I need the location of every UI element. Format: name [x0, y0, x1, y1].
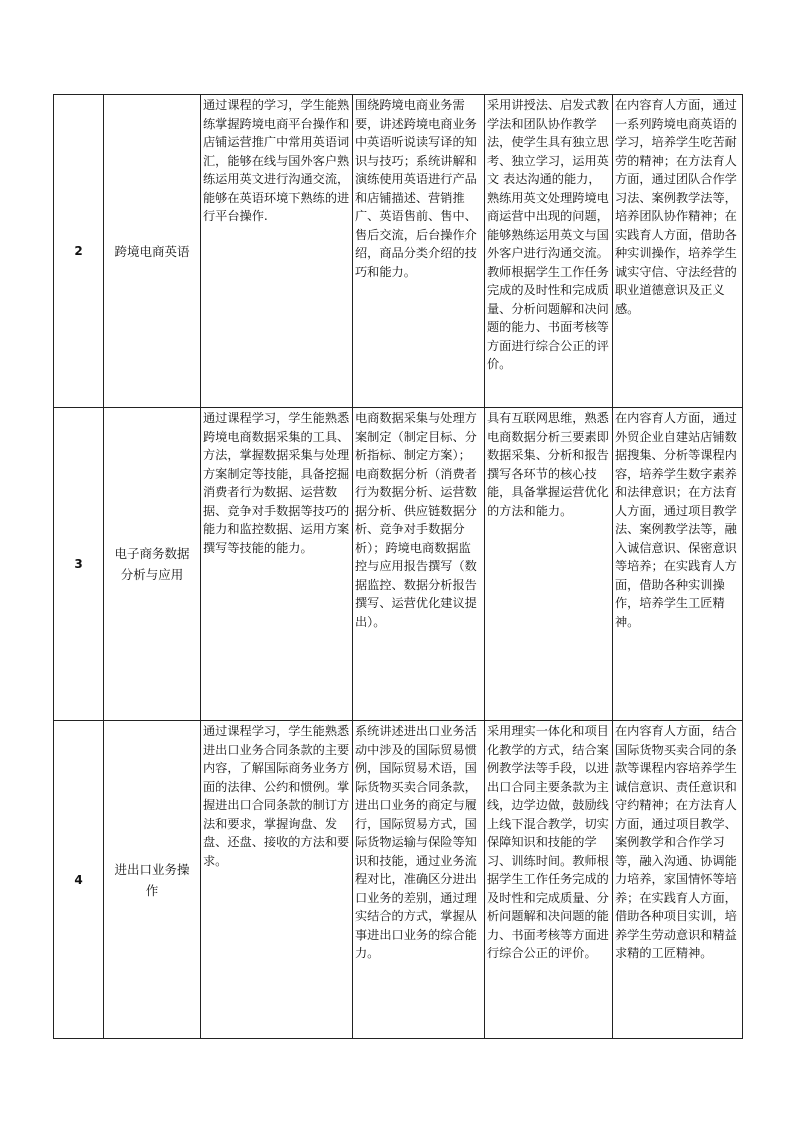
- course-name: 跨境电商英语: [104, 95, 201, 408]
- objective-cell: 通过课程学习，学生能熟悉进出口业务合同条款的主要内容，了解国际商务业务方面的法律、公约和惯例。掌握进出口合同条款的制订方法和要求，掌握询盘、发盘、还盘、接收的方法和要求。: [201, 721, 353, 1039]
- content-cell: 围绕跨境电商业务需要，讲述跨境电商业务中英语听说读写译的知识与技巧；系统讲解和演练使用英语进行产品和店铺描述、营销推广、英语售前、售中、售后交流，后台操作介绍，商品分类介绍的技巧和能力。: [353, 95, 485, 408]
- content-cell: 系统讲述进出口业务活动中涉及的国际贸易惯例，国际贸易术语，国际货物买卖合同条款，进出口业务的商定与履行，国际贸易方式，国际货物运输与保险等知识和技能，通过业务流程对比，准确区分进出口业务的差别，通过理实结合的方式，掌握从事进出口业务的综合能力。: [353, 721, 485, 1039]
- course-name: 电子商务数据分析与应用: [104, 408, 201, 721]
- table-row: [54, 721, 743, 1039]
- course-table: [53, 94, 743, 1039]
- table-row: [54, 95, 743, 408]
- teaching-cell: 采用讲授法、启发式教学法和团队协作教学法，使学生具有独立思考、独立学习，运用英文 表达沟通的能力，熟练用英文处理跨境电商运营中出现的问题，能够熟练运用英文与国外客户进行沟通交流。教师根据学生工作任务完成的及时性和完成质量、分析问题解和决问题的能力、书面考核等方面进行综合公正的评价。: [485, 95, 613, 408]
- teaching-cell: 采用理实一体化和项目化教学的方式，结合案例教学法等手段，以进出口合同主要条款为主线，边学边做，鼓励线上线下混合教学，切实保障知识和技能的学习、训练时间。教师根据学生工作任务完成的及时性和完成质量、分析问题解和决问题的能力、书面考核等方面进行综合公正的评价。: [485, 721, 613, 1039]
- course-name: 进出口业务操作: [104, 721, 201, 1039]
- table-row: [54, 408, 743, 721]
- row-number: 2: [54, 95, 104, 408]
- objective-cell: 通过课程的学习，学生能熟练掌握跨境电商平台操作和店铺运营推广中常用英语词汇，能够在线与国外客户熟练运用英文进行沟通交流，能够在英语环境下熟练的进行平台操作.: [201, 95, 353, 408]
- row-number: 4: [54, 721, 104, 1039]
- row-number: 3: [54, 408, 104, 721]
- objective-cell: 通过课程学习，学生能熟悉跨境电商数据采集的工具、方法，掌握数据采集与处理方案制定等技能，具备挖掘消费者行为数据、运营数据、竞争对手数据等技巧的能力和监控数据、运用方案撰写等技能的能力。: [201, 408, 353, 721]
- ideology-cell: 在内容育人方面，通过一系列跨境电商英语的学习，培养学生吃苦耐劳的精神；在方法育人方面，通过团队合作学习法、案例教学法等，培养团队协作精神；在实践育人方面，借助各种实训操作，培养学生诚实守信、守法经营的职业道德意识及正义感。: [613, 95, 743, 408]
- teaching-cell: 具有互联网思维，熟悉电商数据分析三要素即数据采集、分析和报告撰写各环节的核心技能，具备掌握运营优化的方法和能力。: [485, 408, 613, 721]
- ideology-cell: 在内容育人方面，通过外贸企业自建站店铺数据搜集、分析等课程内容，培养学生数字素养和法律意识；在方法育人方面，通过项目教学法、案例教学法等，融入诚信意识、保密意识等培养；在实践育人方面，借助各种实训操作，培养学生工匠精神。: [613, 408, 743, 721]
- ideology-cell: 在内容育人方面，结合国际货物买卖合同的条款等课程内容培养学生诚信意识、责任意识和守约精神；在方法育人方面，通过项目教学、案例教学和合作学习等，融入沟通、协调能力培养，家国情怀等培养；在实践育人方面，借助各种项目实训，培养学生劳动意识和精益求精的工匠精神。: [613, 721, 743, 1039]
- content-cell: 电商数据采集与处理方案制定（制定目标、分析指标、制定方案）；电商数据分析（消费者行为数据分析、运营数据分析、供应链数据分析、竞争对手数据分析）；跨境电商数据监控与应用报告撰写（数据监控、数据分析报告撰写、运营优化建议提出）。: [353, 408, 485, 721]
